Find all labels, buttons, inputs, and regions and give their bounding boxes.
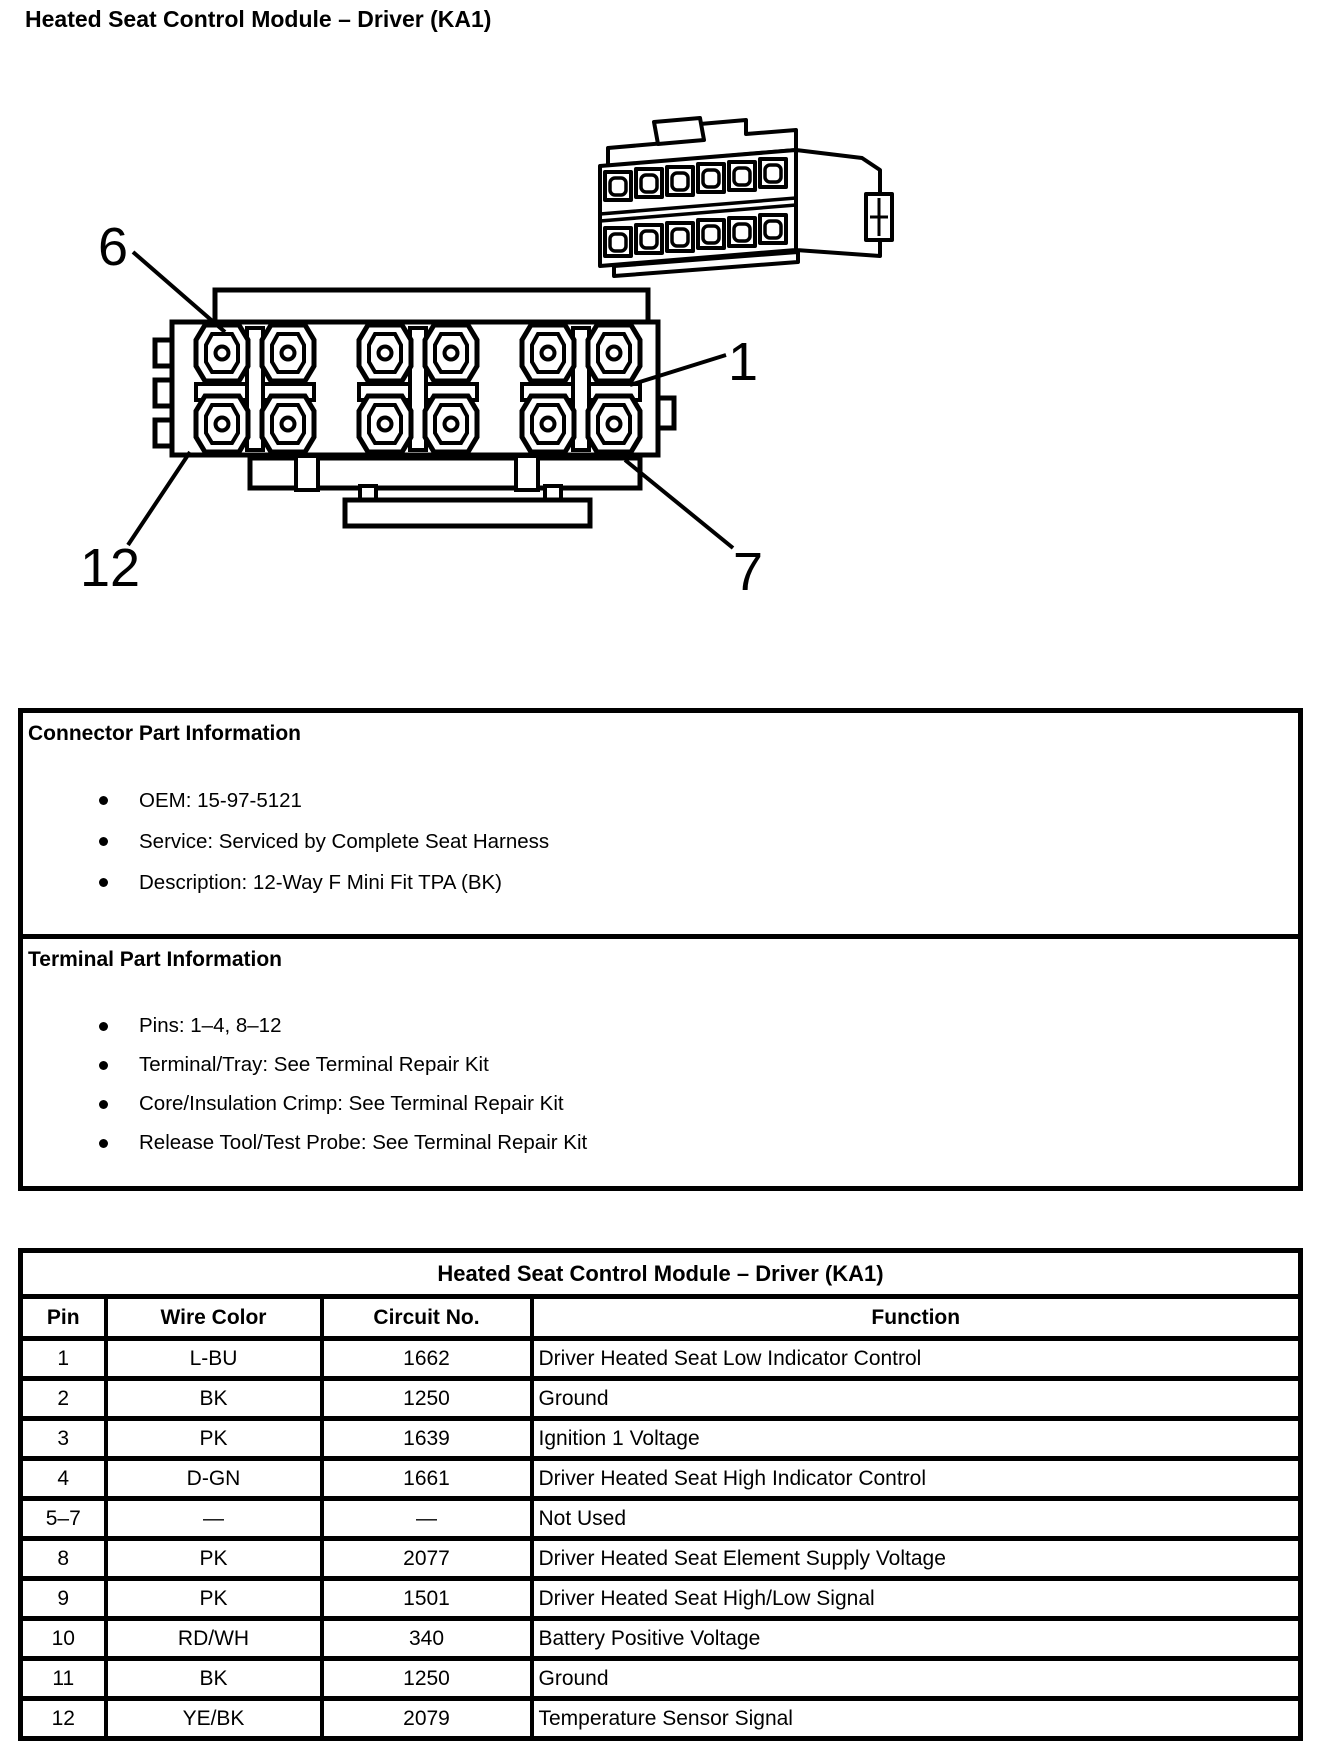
list-item: Pins: 1–4, 8–12 bbox=[99, 1006, 1298, 1045]
leader-line-7 bbox=[625, 460, 733, 548]
terminal-cavity bbox=[425, 325, 477, 381]
left-notch bbox=[155, 420, 172, 446]
list-item: Terminal/Tray: See Terminal Repair Kit bbox=[99, 1045, 1298, 1084]
circuit-no-cell: 1250 bbox=[322, 1379, 532, 1419]
terminal-part-information-section bbox=[23, 948, 1298, 1186]
function-cell: Ground bbox=[532, 1659, 1301, 1699]
column-header-circuit-no: Circuit No. bbox=[322, 1297, 532, 1339]
column-header-pin: Pin bbox=[21, 1297, 106, 1339]
terminal-info-heading: Terminal Part Information bbox=[28, 948, 282, 971]
terminal-cavity bbox=[588, 396, 640, 452]
table-row bbox=[21, 1539, 1301, 1579]
table-row bbox=[21, 1499, 1301, 1539]
pin-cell: 1 bbox=[21, 1339, 106, 1379]
terminal-cavity bbox=[522, 325, 574, 381]
pin-cell: 8 bbox=[21, 1539, 106, 1579]
pin-label-7: 7 bbox=[733, 542, 764, 602]
table-row bbox=[21, 1419, 1301, 1459]
pin-cell: 5–7 bbox=[21, 1499, 106, 1539]
left-notch bbox=[155, 340, 172, 366]
table-row bbox=[21, 1339, 1301, 1379]
list-item: Service: Serviced by Complete Seat Harness bbox=[99, 821, 1298, 862]
list-item: Core/Insulation Crimp: See Terminal Repair Kit bbox=[99, 1084, 1298, 1123]
table-row bbox=[21, 1379, 1301, 1419]
wire-color-cell: D-GN bbox=[106, 1459, 322, 1499]
terminal-info-list bbox=[23, 1006, 1298, 1162]
circuit-no-cell: 2079 bbox=[322, 1699, 532, 1739]
wire-color-cell: PK bbox=[106, 1579, 322, 1619]
table-title-row bbox=[21, 1251, 1301, 1297]
table-row bbox=[21, 1619, 1301, 1659]
table-row bbox=[21, 1579, 1301, 1619]
column-header-function: Function bbox=[532, 1297, 1301, 1339]
function-cell: Driver Heated Seat High Indicator Control bbox=[532, 1459, 1301, 1499]
list-item: OEM: 15-97-5121 bbox=[99, 780, 1298, 821]
pin-cell: 3 bbox=[21, 1419, 106, 1459]
wire-color-cell: RD/WH bbox=[106, 1619, 322, 1659]
function-cell: Temperature Sensor Signal bbox=[532, 1699, 1301, 1739]
function-cell: Battery Positive Voltage bbox=[532, 1619, 1301, 1659]
circuit-no-cell: 1662 bbox=[322, 1339, 532, 1379]
wire-color-cell: — bbox=[106, 1499, 322, 1539]
table-header-row bbox=[21, 1297, 1301, 1339]
left-notch bbox=[155, 380, 172, 406]
wire-color-cell: PK bbox=[106, 1419, 322, 1459]
pin-label-12: 12 bbox=[80, 538, 141, 598]
circuit-no-cell: 340 bbox=[322, 1619, 532, 1659]
connector-part-information-section bbox=[23, 722, 1298, 939]
pin-cell: 10 bbox=[21, 1619, 106, 1659]
circuit-no-cell: 2077 bbox=[322, 1539, 532, 1579]
wire-color-cell: BK bbox=[106, 1379, 322, 1419]
terminal-cavity bbox=[262, 396, 314, 452]
pin-label-1: 1 bbox=[728, 332, 759, 392]
wire-color-cell: PK bbox=[106, 1539, 322, 1579]
pin-table-title: Heated Seat Control Module – Driver (KA1) bbox=[21, 1251, 1301, 1297]
leader-line-12 bbox=[128, 452, 190, 545]
connector-info-heading: Connector Part Information bbox=[28, 722, 302, 745]
table-row bbox=[21, 1459, 1301, 1499]
pin-cell: 12 bbox=[21, 1699, 106, 1739]
pin-cell: 9 bbox=[21, 1579, 106, 1619]
connector-diagram bbox=[0, 0, 1344, 660]
pin-label-6: 6 bbox=[98, 217, 129, 277]
terminal-cavity bbox=[359, 325, 411, 381]
right-tab bbox=[658, 398, 674, 428]
terminal-cavity bbox=[196, 396, 248, 452]
function-cell: Driver Heated Seat Element Supply Voltage bbox=[532, 1539, 1301, 1579]
terminal-cavity bbox=[196, 325, 248, 381]
column-header-wire-color: Wire Color bbox=[106, 1297, 322, 1339]
table-row bbox=[21, 1659, 1301, 1699]
pin-table bbox=[18, 1248, 1303, 1741]
wire-color-cell: L-BU bbox=[106, 1339, 322, 1379]
wire-color-cell: YE/BK bbox=[106, 1699, 322, 1739]
function-cell: Ground bbox=[532, 1379, 1301, 1419]
connector-info-list bbox=[23, 780, 1298, 903]
function-cell: Driver Heated Seat Low Indicator Control bbox=[532, 1339, 1301, 1379]
function-cell: Driver Heated Seat High/Low Signal bbox=[532, 1579, 1301, 1619]
pin-table-body bbox=[21, 1339, 1301, 1739]
function-cell: Ignition 1 Voltage bbox=[532, 1419, 1301, 1459]
terminal-cavity bbox=[522, 396, 574, 452]
table-row bbox=[21, 1699, 1301, 1739]
iso-view bbox=[600, 118, 892, 276]
list-item: Release Tool/Test Probe: See Terminal Repair Kit bbox=[99, 1123, 1298, 1162]
page-title: Heated Seat Control Module – Driver (KA1) bbox=[25, 6, 492, 32]
part-information-box bbox=[18, 708, 1303, 1191]
function-cell: Not Used bbox=[532, 1499, 1301, 1539]
terminal-cavity bbox=[359, 396, 411, 452]
terminal-cavity bbox=[262, 325, 314, 381]
circuit-no-cell: — bbox=[322, 1499, 532, 1539]
wire-color-cell: BK bbox=[106, 1659, 322, 1699]
pin-cell: 4 bbox=[21, 1459, 106, 1499]
front-view bbox=[155, 290, 674, 526]
circuit-no-cell: 1639 bbox=[322, 1419, 532, 1459]
pin-cell: 2 bbox=[21, 1379, 106, 1419]
circuit-no-cell: 1501 bbox=[322, 1579, 532, 1619]
terminal-cavity bbox=[588, 325, 640, 381]
terminal-cavity bbox=[425, 396, 477, 452]
pin-cell: 11 bbox=[21, 1659, 106, 1699]
list-item: Description: 12-Way F Mini Fit TPA (BK) bbox=[99, 862, 1298, 903]
circuit-no-cell: 1250 bbox=[322, 1659, 532, 1699]
circuit-no-cell: 1661 bbox=[322, 1459, 532, 1499]
